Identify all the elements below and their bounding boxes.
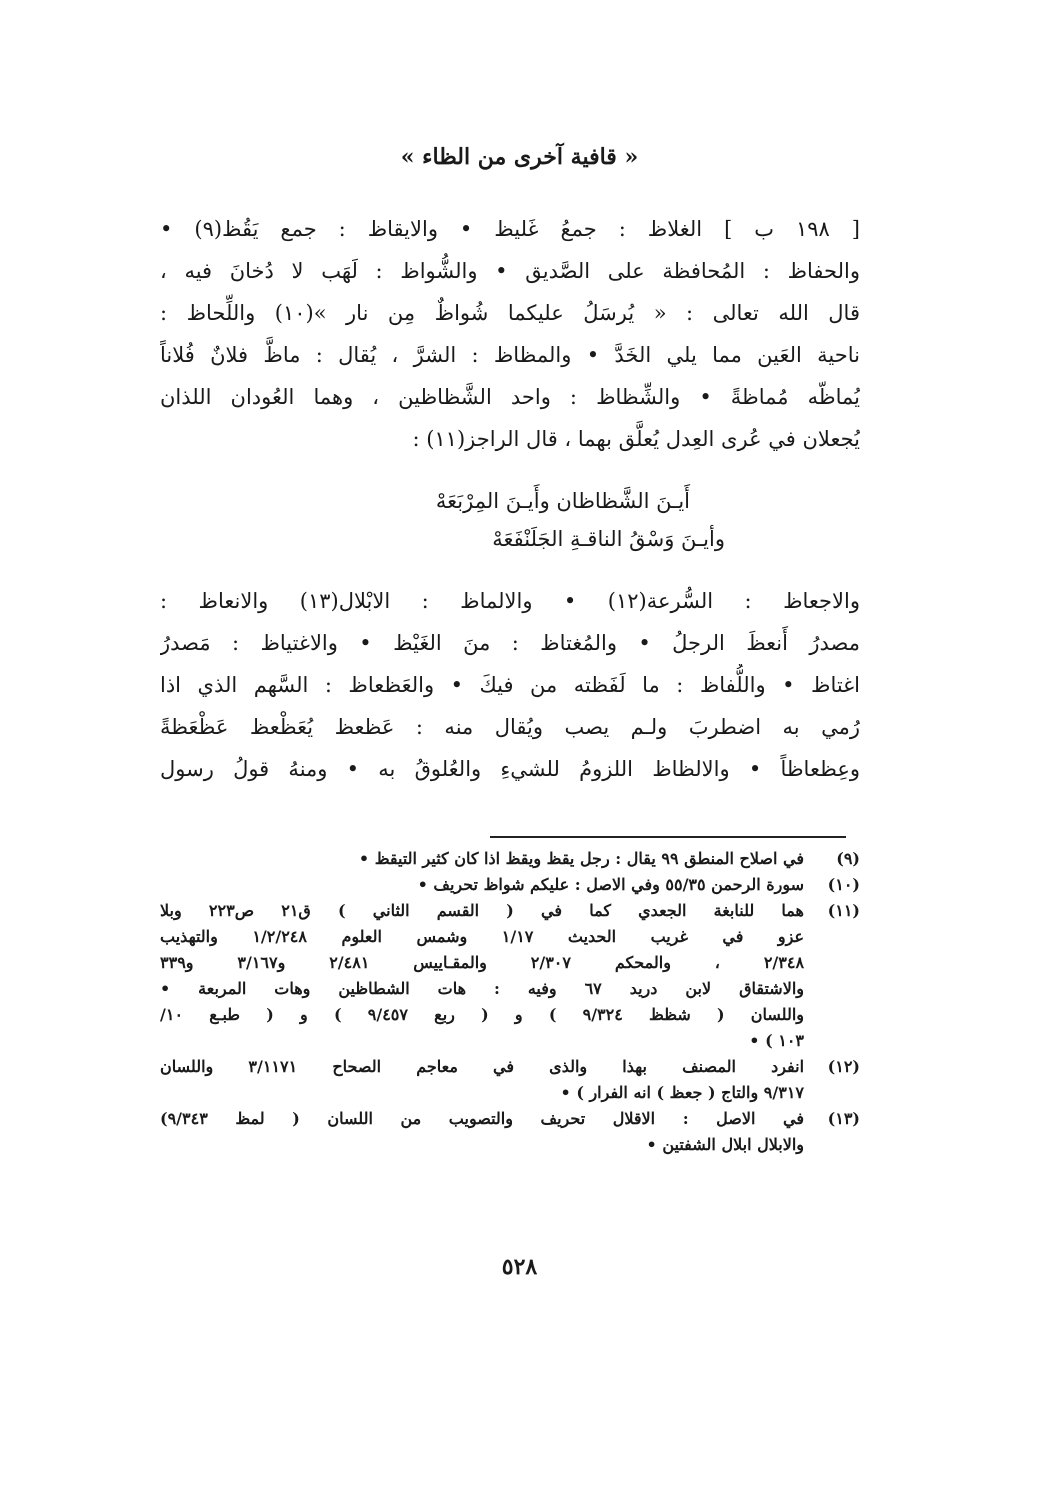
text-line: والحفاظ : المُحافظة على الصَّديق • والشُّواظ : لَهَب لا دُخانَ فيه ، [160,259,860,283]
footnote-body [160,1054,804,1106]
footnote-number: (١٠) [827,875,860,894]
footnote-11 [160,898,860,1054]
footnote-13 [160,1106,860,1158]
footnote-line: ١٠٣ ) • [749,1031,804,1050]
verse-line: أَيـنَ الشَّظاظان وأَيـنَ المِرْبَعَهْ [435,489,690,513]
footnote-body [160,1106,804,1158]
footnote-body [160,872,804,898]
text-line: ناحية العَين مما يلي الخَدَّ • والمظاظ : الشرَّ ، يُقال : ماظَّ فلانٌ فُلاناً [160,343,860,367]
footnote-line: واللسان ( شظظ ٩/٣٢٤ ) و ( ربع ٩/٤٥٧ ) و ( طبـع ١٠/ [160,1005,804,1024]
text-line: مصدرُ أَنعظَ الرجلُ • والمُغتاظ : منَ الغَيْظ • والاغتياظ : مَصدرُ [160,631,860,655]
footnote-number: (١٢) [827,1057,860,1076]
footnote-9 [160,846,860,872]
text-line: والاجعاظ : السُّرعة(١٢) • والالماظ : الابْلال(١٣) والانعاظ : [160,589,860,613]
footnote-body [160,846,804,872]
text-line: [ ١٩٨ ب ] الغلاظ : جمعُ غَليظ • والايقاظ : جمع يَقُظ(٩) • [160,217,860,241]
footnote-divider [490,836,846,838]
footnote-line: والاشتقاق لابن دريد ٦٧ وفيه : هات الشطاظين وهات المربعة • [160,979,804,998]
footnote-line: والابلال ابلال الشفتين • [646,1135,804,1154]
footnote-number: (١١) [827,901,860,920]
footnote-line: في الاصل : الاقلال تحريف والتصويب من اللسان ( لمظ ٩/٣٤٣) [160,1109,804,1128]
text-line: اغتاظ • واللُّفاظ : ما لَفَظته من فيكَ • والعَظعاظ : السَّهم الذي اذا [160,673,860,697]
footnote-line: ٩/٣١٧ والتاج ( جعظ ) انه الفرار ) • [560,1083,804,1102]
paragraph-2 [160,580,860,790]
running-title: « قافية آخرى من الظاء » [400,144,639,170]
footnote-line: في اصلاح المنطق ٩٩ يقال : رجل يقظ ويقظ اذا كان كثير التيقظ • [358,849,804,868]
text-line: وعِظعاظاً • والالظاظ اللزومُ للشيءِ والعُلوقُ به • ومنهُ قولُ رسول [160,757,860,781]
text-line: رُمي به اضطربَ ولـم يصب ويُقال منه : عَظعظ يُعَظْعظ عَظْعَظةً [160,715,860,739]
footnote-number: (٩) [836,849,860,868]
text-line: يُماظّه مُماظةً • والشِّظاظ : واحد الشَّظاظين ، وهما العُودان اللذان [160,385,860,409]
footnote-line: سورة الرحمن ٥٥/٣٥ وفي الاصل : عليكم شواظ تحريف • [417,875,804,894]
verse-line: وأيـنَ وَسْقُ الناقـةِ الجَلَنْفَعَهْ [492,527,725,551]
footnote-number: (١٣) [827,1109,860,1128]
footnote-line: هما للنابغة الجعدي كما في ( القسم الثاني ) ق٢١ ص٢٢٣ وبلا [160,901,804,920]
text-line: قال الله تعالى : « يُرسَلُ عليكما شُواظٌ مِن نار »(١٠) واللِّحاظ : [160,301,860,325]
footnote-12 [160,1054,860,1106]
footnotes [160,846,860,1158]
paragraph-1 [160,208,860,460]
footnote-10 [160,872,860,898]
footnote-line: انفرد المصنف بهذا والذى في معاجم الصحاح ٣/١١٧١ واللسان [160,1057,804,1076]
footnote-line: عزو في غريب الحديث ١/١٧ وشمس العلوم ١/٢/٢٤٨ والتهذيب [160,927,804,946]
text-line: يُجعلان في عُرى العِدل يُعلَّق بهما ، قال الراجز(١١) : [412,427,860,451]
footnote-line: ٢/٣٤٨ ، والمحكم ٢/٣٠٧ والمقـاييس ٢/٤٨١ و٣/١٦٧ و٣٣٩ [160,953,804,972]
page-number: ٥٢٨ [501,1254,538,1280]
footnote-body [160,898,804,1054]
verse-block [200,482,820,558]
